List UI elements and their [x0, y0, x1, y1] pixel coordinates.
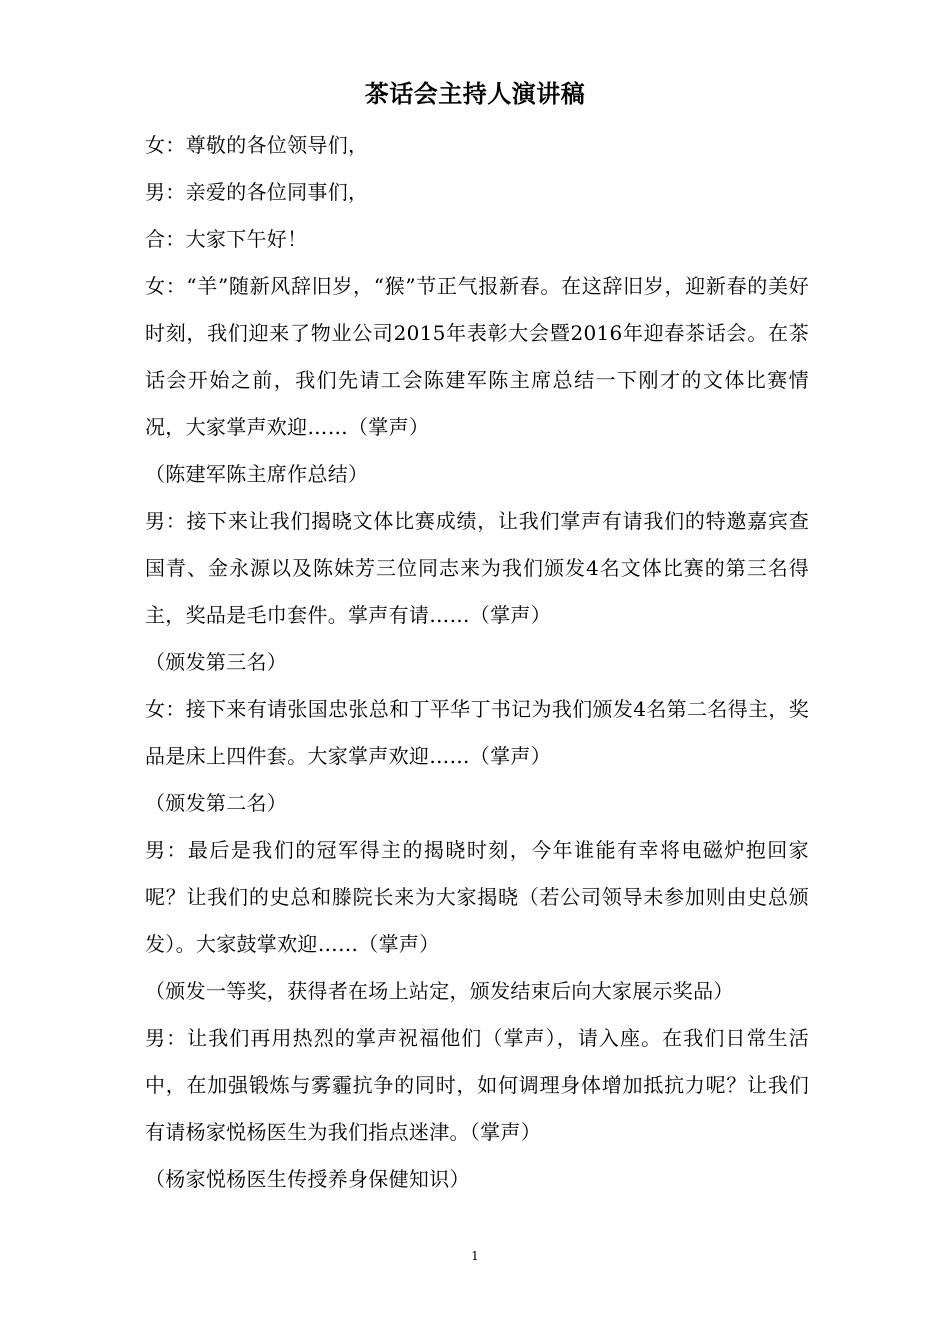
paragraph: （杨家悦杨医生传授养身保健知识） — [145, 1167, 470, 1191]
paragraph: 合：大家下午好！ — [145, 227, 308, 251]
paragraph: 女：接下来有请张国忠张总和丁平华丁书记为我们颁发4名第二名得主，奖品是床上四件套。大家掌声欢迎……（掌声） — [145, 697, 809, 768]
paragraph: 女：尊敬的各位领导们， — [145, 133, 369, 157]
page-number: 1 — [471, 1249, 479, 1263]
paragraph: 男：最后是我们的冠军得主的揭晓时刻，今年谁能有幸将电磁炉抱回家呢？让我们的史总和滕院长来为大家揭晓（若公司领导未参加则由史总颁发）。大家鼓掌欢迎……（掌声） — [145, 838, 809, 956]
paragraph: 女：“羊”随新风辞旧岁，“猴”节正气报新春。在这辞旧岁，迎新春的美好时刻，我们迎来了物业公司2015年表彰大会暨2016年迎春茶话会。在茶话会开始之前，我们先请工会陈建军陈主席总结一下刚才的文体比赛情况，大家掌声欢迎……（掌声） — [145, 274, 809, 439]
paragraph: 男：亲爱的各位同事们， — [145, 180, 369, 204]
paragraph: （颁发一等奖，获得者在场上站定，颁发结束后向大家展示奖品） — [145, 979, 734, 1003]
paragraph: （陈建军陈主席作总结） — [145, 462, 369, 486]
paragraph: 男：接下来让我们揭晓文体比赛成绩，让我们掌声有请我们的特邀嘉宾查国青、金永源以及陈妹芳三位同志来为我们颁发4名文体比赛的第三名得主，奖品是毛巾套件。掌声有请……（掌声） — [145, 509, 809, 627]
document-body — [145, 122, 809, 1203]
paragraph: （颁发第二名） — [145, 791, 288, 815]
paragraph: 男：让我们再用热烈的掌声祝福他们（掌声），请入座。在我们日常生活中，在加强锻炼与雾霾抗争的同时，如何调理身体增加抵抗力呢？让我们有请杨家悦杨医生为我们指点迷津。（掌声） — [145, 1026, 809, 1144]
document-title: 茶话会主持人演讲稿 — [364, 79, 586, 108]
paragraph: （颁发第三名） — [145, 650, 288, 674]
